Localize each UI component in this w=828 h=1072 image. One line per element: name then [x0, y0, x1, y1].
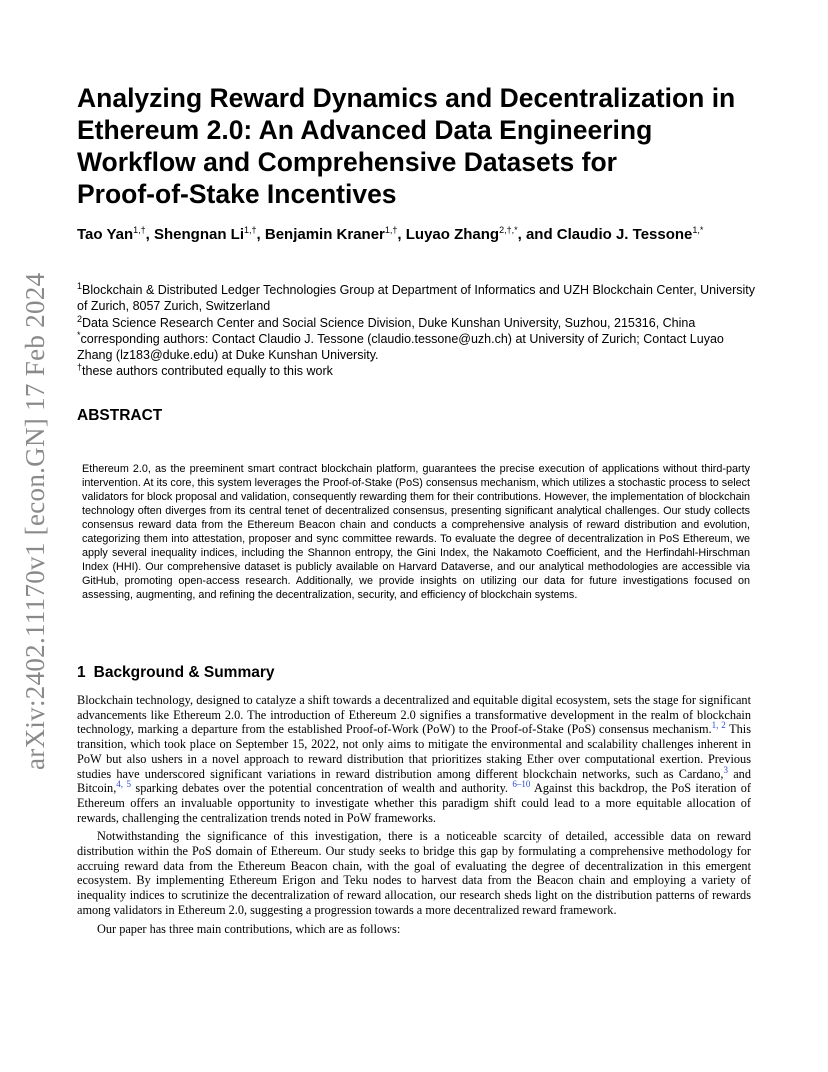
affiliation — [77, 331, 757, 364]
affiliation-text: Blockchain & Distributed Ledger Technologies Group at Department of Informatics and UZH Blockchain Center, University of Zurich, 8057 Zurich, Switzerland — [77, 283, 756, 314]
affiliation — [77, 363, 757, 379]
affiliation-mark: * — [77, 329, 81, 340]
paper-title — [77, 82, 777, 210]
abstract-text: Ethereum 2.0, as the preeminent smart contract blockchain platform, guarantees the precise execution of applications without third-party intervention. At its core, this system leverages the Proof-of-Stake (PoS) consensus mechanism, which utilizes a stochastic process to select validators for block proposal and validation, consequently rewarding them for their contributions. However, the implementation of blockchain technology often diverges from its central tenet of decentralized consensus, presenting significant analytical challenges. Our study collects consensus reward data from the Ethereum Beacon chain and conducts a comprehensive analysis of reward distribution and evolution, categorizing them into attestation, proposer and sync committee rewards. To evaluate the degree of decentralization in PoS Ethereum, we apply several inequality indices, including the Shannon entropy, the Gini Index, the Nakamoto Coefficient, and the Herfindahl-Hirschman Index (HHI). Our comprehensive dataset is publicly available on Harvard Dataverse, and our analytical methodologies are accessible via GitHub, promoting open-access research. Additionally, we provide insights on utilizing our data for future investigations focused on assessing, augmenting, and refining the decentralization, security, and efficiency of blockchain systems. — [82, 463, 750, 601]
affiliation — [77, 282, 757, 315]
body-paragraph: Notwithstanding the significance of this investigation, there is a noticeable scarcity of detailed, accessible data on reward distribution within the PoS domain of Ethereum. Our study seeks to bridge this gap by formulating a comprehensive methodology for accruing reward data from the Ethereum Beacon chain, with the goal of evaluating the degree of decentralization in this emergent ecosystem. By implementing Ethereum Erigon and Teku nodes to harvest data from the Beacon chain and employing a variety of inequality indices to scrutinize the decentralization of reward allocation, our research sheds light on the distribution patterns of rewards among validators in Ethereum 2.0, suggesting a progression towards a more decentralized reward framework. — [77, 829, 751, 917]
body-text-run: This transition, which took place on September 15, 2022, not only aims to mitigate the environmental and scalability challenges inherent in PoW but also ushers in a novel approach to reward distribution that prioritizes staking Ether over computational exertion. Previous studies have underscored significant variations in reward distribution among different blockchain networks, such as Cardano, — [77, 722, 751, 781]
citation-link[interactable]: 6–10 — [512, 779, 531, 790]
body-text-run: and Bitcoin, — [77, 766, 751, 796]
title-line: Proof-of-Stake Incentives — [77, 179, 397, 209]
author-name: Claudio J. Tessone — [556, 226, 693, 243]
author-separator: , and — [517, 226, 557, 243]
affiliation-list — [77, 282, 757, 380]
citation-link[interactable]: 4, 5 — [116, 779, 132, 790]
title-line: Ethereum 2.0: An Advanced Data Engineering — [77, 115, 653, 145]
author-name: Benjamin Kraner — [264, 226, 385, 243]
body-text-run: Against this backdrop, the PoS iteration of Ethereum offers an invaluable opportunity to investigate whether this paradigm shift could lead to a more equitable allocation of rewards, challenging the centralization trends noted in PoW frameworks. — [77, 781, 751, 825]
section-title: Background & Summary — [93, 664, 275, 681]
affiliation-text: Data Science Research Center and Social Science Division, Duke Kunshan University, Suzhou, 215316, China — [82, 315, 696, 330]
title-line: Analyzing Reward Dynamics and Decentralization in — [77, 83, 736, 113]
author-separator: , — [397, 226, 406, 243]
author-affiliation-marks: 1,† — [244, 225, 257, 235]
affiliation-mark: 2 — [77, 313, 83, 324]
affiliation — [77, 315, 757, 331]
abstract-heading: ABSTRACT — [77, 407, 163, 424]
author-name: Tao Yan — [77, 226, 134, 243]
author-affiliation-marks: 2,†,* — [499, 225, 518, 235]
author-separator: , — [145, 226, 154, 243]
author-affiliation-marks: 1,† — [133, 225, 146, 235]
arxiv-identifier-stamp: arXiv:2402.11170v1 [econ.GN] 17 Feb 2024 — [20, 272, 50, 770]
author-affiliation-marks: 1,* — [692, 225, 704, 235]
body-paragraph — [77, 693, 751, 825]
body-paragraph: Our paper has three main contributions, which are as follows: — [97, 921, 401, 936]
affiliation-text: corresponding authors: Contact Claudio J. Tessone (claudio.tessone@uzh.ch) at University of Zurich; Contact Luyao Zhang (lz183@duke.edu) at Duke Kunshan University. — [77, 331, 724, 363]
affiliation-text: these authors contributed equally to this work — [82, 364, 333, 379]
author-name: Shengnan Li — [154, 226, 244, 243]
section-number: 1 — [77, 664, 86, 681]
citation-link[interactable]: 1, 2 — [711, 720, 726, 731]
section-heading — [77, 664, 275, 682]
body-text-run: sparking debates over the potential concentration of wealth and authority. — [131, 781, 513, 796]
body-text-run: Blockchain technology, designed to catalyze a shift towards a decentralized and equitable digital ecosystem, sets the stage for significant advancements like Ethereum 2.0. The introduction of Ethereum 2.0 signifies a transformative development in the realm of blockchain technology, marking a departure from the established Proof-of-Work (PoW) to the Proof-of-Stake (PoS) consensus mechanism. — [77, 693, 751, 737]
author-list — [77, 226, 757, 244]
author-name: Luyao Zhang — [405, 226, 500, 243]
affiliation-mark: † — [77, 362, 83, 373]
affiliation-mark: 1 — [77, 280, 83, 291]
author-affiliation-marks: 1,† — [384, 225, 398, 235]
title-line: Workflow and Comprehensive Datasets for — [77, 147, 617, 177]
citation-link[interactable]: 3 — [723, 764, 728, 775]
section-body — [77, 693, 751, 940]
author-separator: , — [256, 226, 265, 243]
